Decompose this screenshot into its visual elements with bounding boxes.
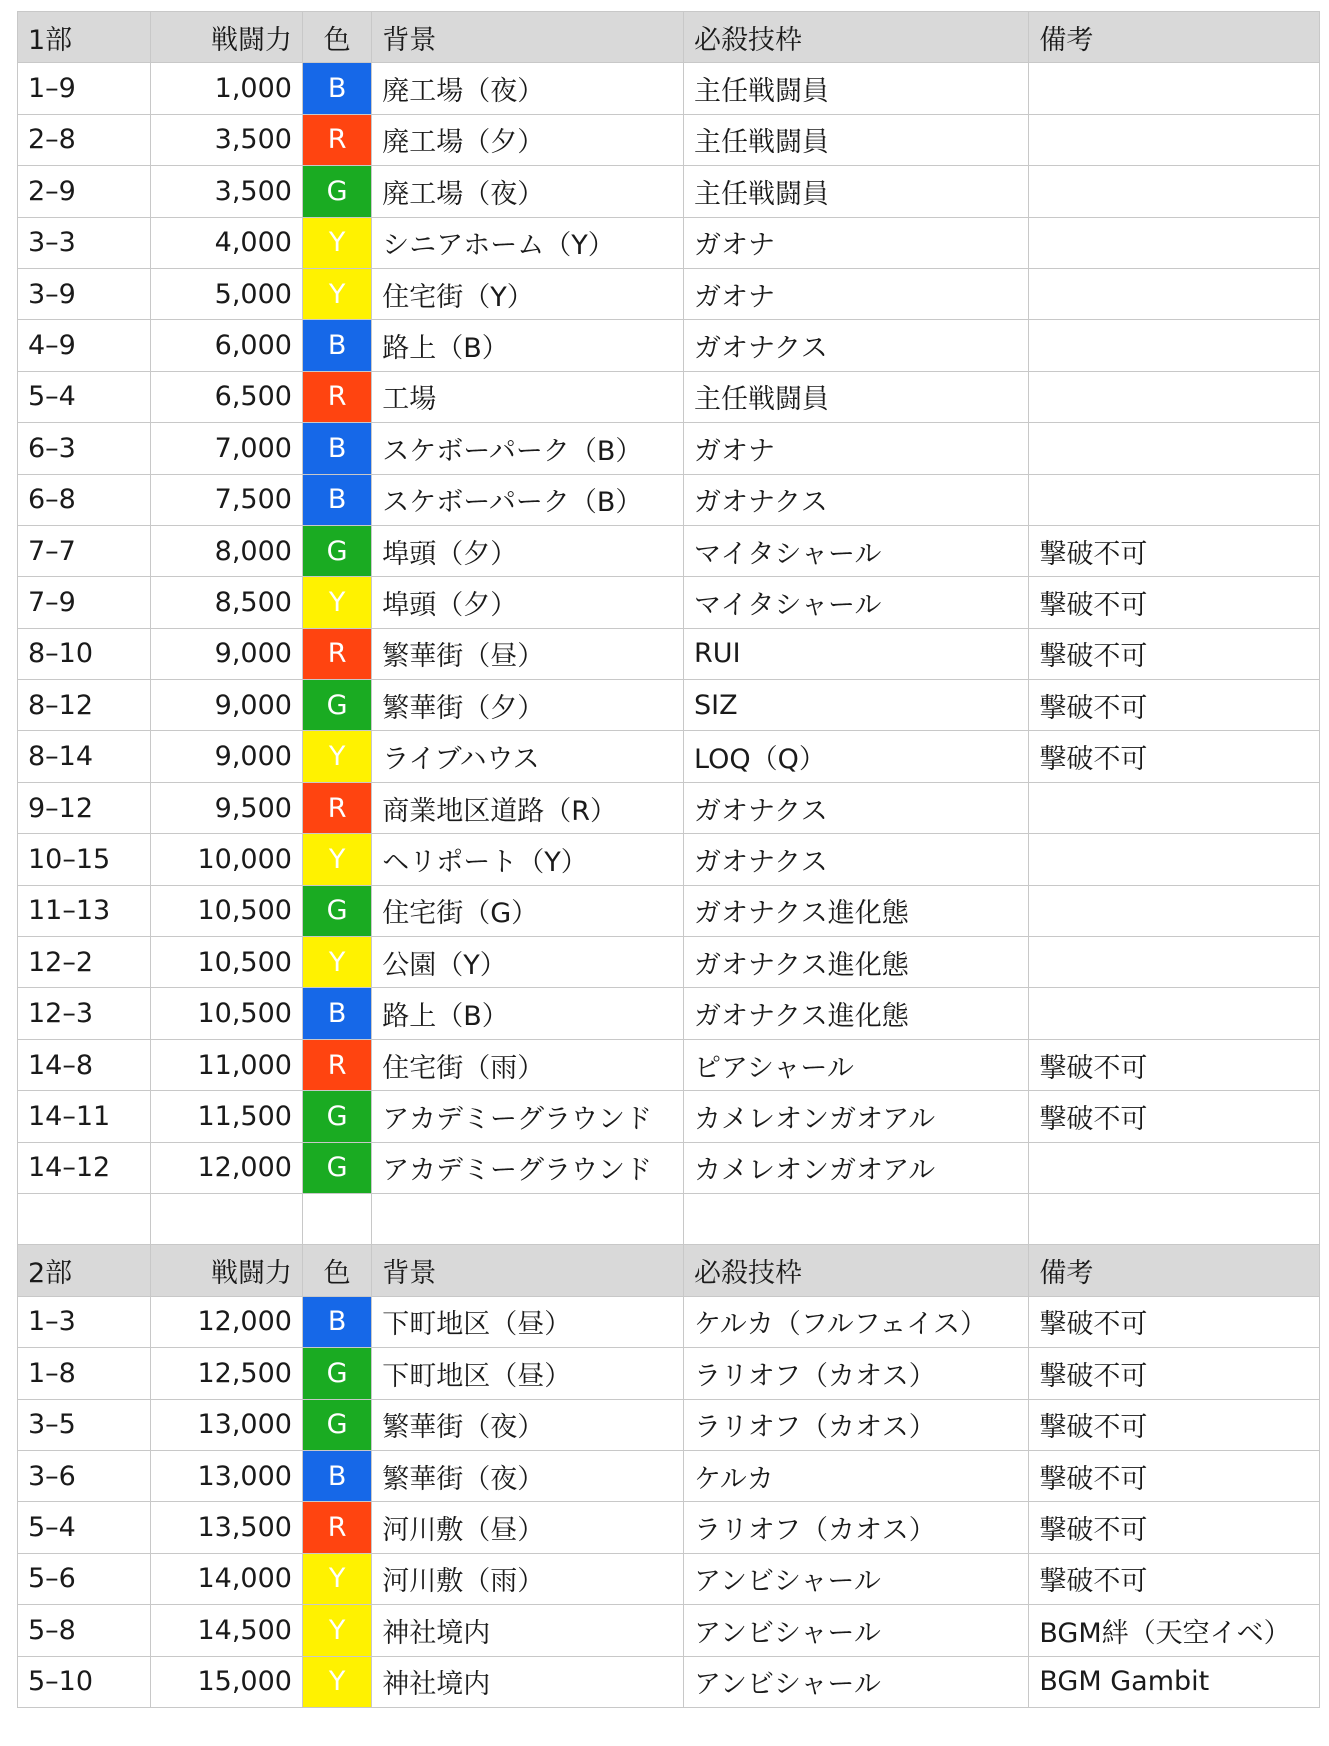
special-move-cell: ガオナクス [684,834,1029,885]
id-cell: 3–5 [18,1399,151,1450]
id-cell: 9–12 [18,782,151,833]
color-cell: Y [302,1605,371,1656]
header-background-cell: 背景 [372,1245,684,1296]
color-cell: B [302,1450,371,1501]
id-cell: 1–8 [18,1348,151,1399]
header-id-cell: 2部 [18,1245,151,1296]
special-move-cell: マイタシャール [684,577,1029,628]
background-cell: 廃工場（夜） [372,63,684,114]
note-cell [1029,834,1320,885]
special-move-cell: ガオナクス [684,782,1029,833]
table-row [18,1296,1320,1347]
special-move-cell: ガオナクス [684,474,1029,525]
color-cell: Y [302,1656,371,1707]
id-cell: 8–14 [18,731,151,782]
spacer-row [18,1193,1320,1244]
background-cell: アカデミーグラウンド [372,1091,684,1142]
table-row [18,577,1320,628]
power-cell: 13,000 [150,1399,302,1450]
special-move-cell: LOQ（Q） [684,731,1029,782]
background-cell: 工場 [372,371,684,422]
table-row [18,525,1320,576]
note-cell [1029,268,1320,319]
background-cell: 住宅街（G） [372,885,684,936]
id-cell: 4–9 [18,320,151,371]
power-cell: 12,000 [150,1296,302,1347]
color-cell: R [302,782,371,833]
color-cell: R [302,371,371,422]
id-cell: 1–9 [18,63,151,114]
color-cell: Y [302,1553,371,1604]
table-row [18,1399,1320,1450]
note-cell [1029,320,1320,371]
note-cell [1029,474,1320,525]
table-row [18,885,1320,936]
color-cell: G [302,1091,371,1142]
table-row [18,217,1320,268]
table-row [18,1039,1320,1090]
table-row [18,1502,1320,1553]
note-cell: 撃破不可 [1029,1091,1320,1142]
id-cell: 8–10 [18,628,151,679]
id-cell: 1–3 [18,1296,151,1347]
color-cell: B [302,988,371,1039]
power-cell: 11,500 [150,1091,302,1142]
color-cell: G [302,680,371,731]
table-row [18,1656,1320,1707]
background-cell: 公園（Y） [372,937,684,988]
background-cell: 河川敷（雨） [372,1553,684,1604]
power-cell: 8,500 [150,577,302,628]
note-cell [1029,782,1320,833]
note-cell [1029,1142,1320,1193]
id-cell: 6–3 [18,423,151,474]
color-cell: G [302,525,371,576]
special-move-cell: カメレオンガオアル [684,1091,1029,1142]
id-cell: 5–10 [18,1656,151,1707]
background-cell: 埠頭（夕） [372,525,684,576]
id-cell: 3–9 [18,268,151,319]
special-move-cell: アンビシャール [684,1553,1029,1604]
id-cell: 12–3 [18,988,151,1039]
special-move-cell: 主任戦闘員 [684,166,1029,217]
color-cell: G [302,1399,371,1450]
color-cell: R [302,1502,371,1553]
table-row [18,628,1320,679]
table-row [18,1091,1320,1142]
note-cell [1029,423,1320,474]
header-power-cell: 戦闘力 [150,12,302,63]
id-cell: 6–8 [18,474,151,525]
empty-cell [302,1193,371,1244]
color-cell: R [302,1039,371,1090]
id-cell: 3–3 [18,217,151,268]
table-row [18,782,1320,833]
power-cell: 9,000 [150,731,302,782]
note-cell: 撃破不可 [1029,1399,1320,1450]
power-cell: 12,500 [150,1348,302,1399]
background-cell: スケボーパーク（B） [372,423,684,474]
table-row [18,474,1320,525]
table-body [18,12,1320,1708]
special-move-cell: ガオナクス [684,320,1029,371]
special-move-cell: ガオナ [684,423,1029,474]
background-cell: 路上（B） [372,988,684,1039]
empty-cell [372,1193,684,1244]
id-cell: 14–12 [18,1142,151,1193]
note-cell: 撃破不可 [1029,1450,1320,1501]
table-row [18,371,1320,422]
background-cell: 繁華街（夜） [372,1450,684,1501]
table-row [18,731,1320,782]
note-cell [1029,63,1320,114]
note-cell [1029,988,1320,1039]
note-cell: 撃破不可 [1029,680,1320,731]
power-cell: 1,000 [150,63,302,114]
special-move-cell: ガオナクス進化態 [684,885,1029,936]
table-row [18,320,1320,371]
special-move-cell: ケルカ（フルフェイス） [684,1296,1029,1347]
power-cell: 8,000 [150,525,302,576]
id-cell: 11–13 [18,885,151,936]
power-cell: 10,500 [150,937,302,988]
note-cell: BGM Gambit [1029,1656,1320,1707]
section-header-row [18,1245,1320,1296]
background-cell: 繁華街（昼） [372,628,684,679]
background-cell: 廃工場（夜） [372,166,684,217]
note-cell: 撃破不可 [1029,525,1320,576]
color-cell: G [302,166,371,217]
header-color-cell: 色 [302,1245,371,1296]
header-background-cell: 背景 [372,12,684,63]
background-cell: 繁華街（夕） [372,680,684,731]
power-cell: 5,000 [150,268,302,319]
background-cell: 繁華街（夜） [372,1399,684,1450]
id-cell: 3–6 [18,1450,151,1501]
power-cell: 13,500 [150,1502,302,1553]
special-move-cell: カメレオンガオアル [684,1142,1029,1193]
power-cell: 15,000 [150,1656,302,1707]
empty-cell [18,1193,151,1244]
table-row [18,1450,1320,1501]
background-cell: ヘリポート（Y） [372,834,684,885]
special-move-cell: マイタシャール [684,525,1029,576]
note-cell: 撃破不可 [1029,1039,1320,1090]
note-cell [1029,885,1320,936]
table-row [18,1605,1320,1656]
header-note-cell: 備考 [1029,12,1320,63]
section-header-row [18,12,1320,63]
power-cell: 10,500 [150,988,302,1039]
power-cell: 10,500 [150,885,302,936]
special-move-cell: ガオナ [684,217,1029,268]
special-move-cell: ガオナクス進化態 [684,988,1029,1039]
color-cell: Y [302,834,371,885]
note-cell [1029,166,1320,217]
background-cell: シニアホーム（Y） [372,217,684,268]
special-move-cell: ラリオフ（カオス） [684,1502,1029,1553]
table-row [18,114,1320,165]
table-row [18,63,1320,114]
empty-cell [1029,1193,1320,1244]
color-cell: Y [302,577,371,628]
note-cell: 撃破不可 [1029,1502,1320,1553]
note-cell: 撃破不可 [1029,577,1320,628]
background-cell: 下町地区（昼） [372,1296,684,1347]
empty-cell [684,1193,1029,1244]
color-cell: B [302,63,371,114]
color-cell: B [302,1296,371,1347]
color-cell: B [302,474,371,525]
power-cell: 13,000 [150,1450,302,1501]
battle-power-table [17,11,1320,1708]
background-cell: 廃工場（夕） [372,114,684,165]
id-cell: 14–8 [18,1039,151,1090]
special-move-cell: 主任戦闘員 [684,371,1029,422]
header-note-cell: 備考 [1029,1245,1320,1296]
color-cell: Y [302,217,371,268]
special-move-cell: ラリオフ（カオス） [684,1348,1029,1399]
background-cell: 下町地区（昼） [372,1348,684,1399]
special-move-cell: 主任戦闘員 [684,114,1029,165]
background-cell: 住宅街（Y） [372,268,684,319]
special-move-cell: RUI [684,628,1029,679]
note-cell [1029,114,1320,165]
id-cell: 7–9 [18,577,151,628]
color-cell: B [302,320,371,371]
note-cell: 撃破不可 [1029,1348,1320,1399]
power-cell: 4,000 [150,217,302,268]
special-move-cell: 主任戦闘員 [684,63,1029,114]
note-cell: 撃破不可 [1029,1553,1320,1604]
id-cell: 10–15 [18,834,151,885]
power-cell: 14,500 [150,1605,302,1656]
table-row [18,988,1320,1039]
color-cell: G [302,1142,371,1193]
id-cell: 12–2 [18,937,151,988]
power-cell: 9,000 [150,680,302,731]
power-cell: 9,000 [150,628,302,679]
background-cell: 埠頭（夕） [372,577,684,628]
color-cell: R [302,628,371,679]
note-cell: 撃破不可 [1029,731,1320,782]
special-move-cell: SIZ [684,680,1029,731]
power-cell: 3,500 [150,166,302,217]
power-cell: 6,000 [150,320,302,371]
table-row [18,1348,1320,1399]
power-cell: 9,500 [150,782,302,833]
background-cell: 商業地区道路（R） [372,782,684,833]
id-cell: 2–9 [18,166,151,217]
power-cell: 12,000 [150,1142,302,1193]
id-cell: 5–4 [18,371,151,422]
id-cell: 8–12 [18,680,151,731]
special-move-cell: ガオナ [684,268,1029,319]
color-cell: Y [302,268,371,319]
special-move-cell: ケルカ [684,1450,1029,1501]
table-row [18,834,1320,885]
table-row [18,1553,1320,1604]
power-cell: 11,000 [150,1039,302,1090]
id-cell: 5–6 [18,1553,151,1604]
background-cell: ライブハウス [372,731,684,782]
power-cell: 7,000 [150,423,302,474]
id-cell: 2–8 [18,114,151,165]
table-row [18,680,1320,731]
color-cell: G [302,885,371,936]
note-cell [1029,217,1320,268]
background-cell: 河川敷（昼） [372,1502,684,1553]
color-cell: B [302,423,371,474]
special-move-cell: アンビシャール [684,1656,1029,1707]
note-cell: BGM絆（天空イベ） [1029,1605,1320,1656]
header-special-move-cell: 必殺技枠 [684,1245,1029,1296]
background-cell: 路上（B） [372,320,684,371]
special-move-cell: アンビシャール [684,1605,1029,1656]
color-cell: Y [302,937,371,988]
note-cell [1029,937,1320,988]
header-id-cell: 1部 [18,12,151,63]
background-cell: 神社境内 [372,1605,684,1656]
power-cell: 10,000 [150,834,302,885]
background-cell: スケボーパーク（B） [372,474,684,525]
header-power-cell: 戦闘力 [150,1245,302,1296]
table-row [18,423,1320,474]
note-cell: 撃破不可 [1029,628,1320,679]
power-cell: 7,500 [150,474,302,525]
special-move-cell: ラリオフ（カオス） [684,1399,1029,1450]
power-cell: 3,500 [150,114,302,165]
table-row [18,1142,1320,1193]
color-cell: Y [302,731,371,782]
id-cell: 7–7 [18,525,151,576]
id-cell: 5–4 [18,1502,151,1553]
id-cell: 5–8 [18,1605,151,1656]
background-cell: 住宅街（雨） [372,1039,684,1090]
id-cell: 14–11 [18,1091,151,1142]
table-row [18,166,1320,217]
header-color-cell: 色 [302,12,371,63]
special-move-cell: ガオナクス進化態 [684,937,1029,988]
header-special-move-cell: 必殺技枠 [684,12,1029,63]
power-cell: 14,000 [150,1553,302,1604]
special-move-cell: ピアシャール [684,1039,1029,1090]
background-cell: 神社境内 [372,1656,684,1707]
table-row [18,937,1320,988]
color-cell: G [302,1348,371,1399]
color-cell: R [302,114,371,165]
table-row [18,268,1320,319]
background-cell: アカデミーグラウンド [372,1142,684,1193]
note-cell [1029,371,1320,422]
power-cell: 6,500 [150,371,302,422]
note-cell: 撃破不可 [1029,1296,1320,1347]
empty-cell [150,1193,302,1244]
